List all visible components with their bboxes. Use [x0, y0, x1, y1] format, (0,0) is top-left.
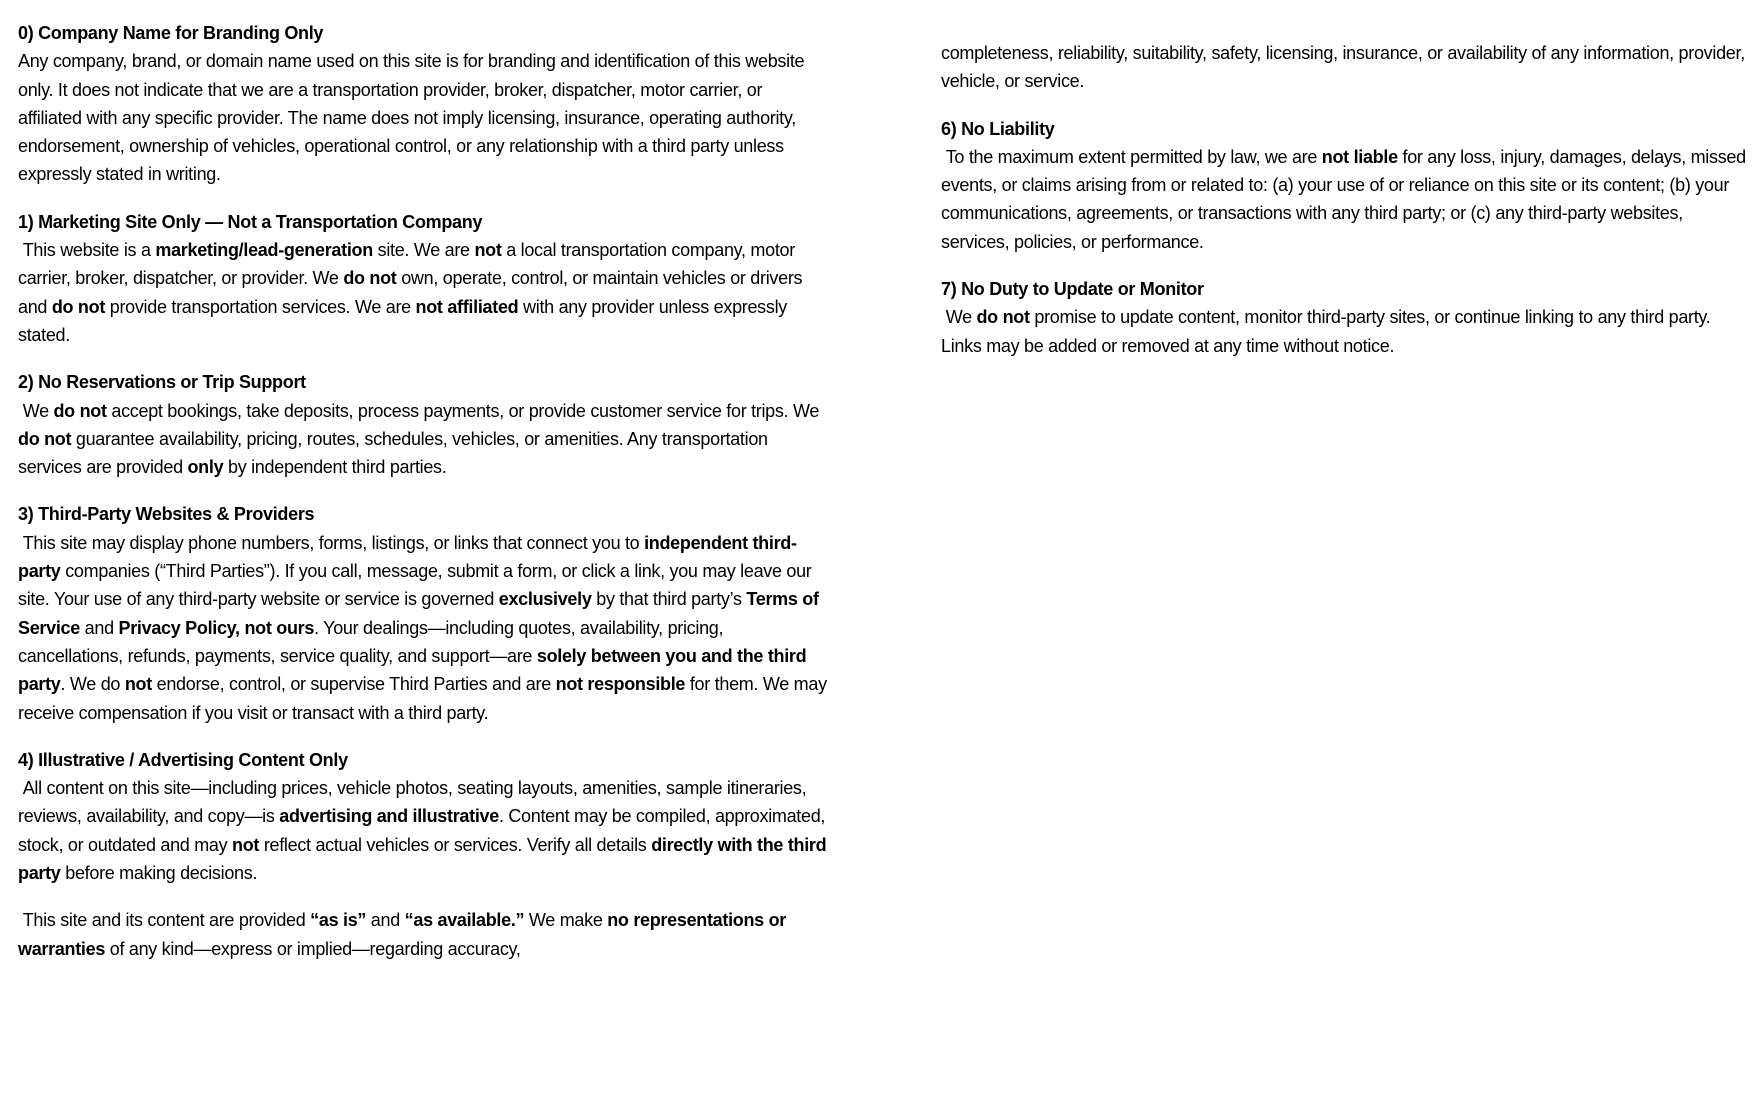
section-body-third-party-websites: This site may display phone numbers, forms, listings, or links that connect you to independent third-party companies (“Third Parties”). If you call, message, submit a form, or click a link, you may leave our site. Your use of any third-party website or service is governed exclusively by that third party’s Terms of Service and Privacy Policy, not ours. Your dealings—including quotes, availability, pricing, cancellations, refunds, payments, service quality, and support—are solely between you and the third party. We do not endorse, control, or supervise Third Parties and are not responsible for them. We may receive compensation if you visit or transact with a third party. [18, 532, 832, 723]
section-body-company-name-branding: Any company, brand, or domain name used on this site is for branding and identification of this website only. It does not indicate that we are a transportation provider, broker, dispatcher, motor carrier, or affiliated with any specific provider. The name does not imply licensing, insurance, operating authority, endorsement, ownership of vehicles, operational control, or any relationship with a third party unless expressly stated in writing. [18, 51, 809, 185]
bold-text: independent third-party [18, 532, 797, 582]
section-heading-no-liability: 6) No Liability [941, 118, 1055, 139]
bold-text: do not [343, 268, 397, 289]
bold-text: exclusively [498, 589, 592, 610]
section-body-no-warranties-continuation: completeness, reliability, suitability, safety, licensing, insurance, or availability of any information, provider, vehicle, or service. [941, 43, 1750, 92]
bold-text: do not [18, 428, 72, 449]
section-company-name-branding [18, 19, 830, 189]
section-body-illustrative-content: All content on this site—including prices, vehicle photos, seating layouts, amenities, sample itineraries, reviews, availability, and copy—is advertising and illustrative. Content may be compiled, approximated, stock, or outdated and may not reflect actual vehicles or services. Verify all details directly with the third party before making decisions. [18, 778, 832, 884]
bold-text: do not [53, 400, 107, 421]
section-heading-marketing-site-only: 1) Marketing Site Only — Not a Transportation Company [18, 211, 483, 232]
section-no-reservations [18, 368, 830, 481]
section-illustrative-content [18, 746, 830, 887]
bold-text: directly with the third party [18, 834, 832, 884]
section-no-warranties-continuation [941, 39, 1752, 96]
section-body-no-liability: To the maximum extent permitted by law, we are not liable for any loss, injury, damages, delays, missed events, or claims arising from or related to: (a) your use of or reliance on this site or its content; (b) your communications, agreements, or transactions with any third party; or (c) any third-party websites, services, policies, or performance. [941, 146, 1751, 252]
section-heading-illustrative-content: 4) Illustrative / Advertising Content Only [18, 749, 348, 770]
bold-text: not liable [1321, 146, 1398, 167]
bold-text: not [474, 240, 502, 261]
left-column [18, 19, 830, 963]
section-heading-third-party-websites: 3) Third-Party Websites & Providers [18, 504, 315, 525]
section-heading-no-reservations: 2) No Reservations or Trip Support [18, 372, 306, 393]
bold-text: not affiliated [415, 296, 519, 317]
section-third-party-websites [18, 500, 830, 726]
section-no-warranties [18, 906, 830, 963]
bold-text: Privacy Policy, not ours [118, 617, 315, 638]
section-heading-company-name-branding: 0) Company Name for Branding Only [18, 23, 324, 43]
bold-text: “as is” [310, 910, 367, 931]
bold-text: marketing/lead-generation [155, 240, 373, 261]
bold-text: do not [976, 307, 1030, 328]
section-body-marketing-site-only: This website is a marketing/lead-generation site. We are not a local transportation company, motor carrier, broker, dispatcher, or provider. We do not own, operate, control, or maintain vehicles or drivers and do not provide transportation services. We are not affiliated with any provider unless expressly stated. [18, 240, 807, 345]
section-body-no-duty-to-update: We do not promise to update content, monitor third-party sites, or continue linking to any third party. Links may be added or removed at any time without notice. [941, 307, 1716, 356]
right-column [941, 19, 1752, 360]
section-no-duty-to-update [941, 275, 1752, 360]
section-heading-no-duty-to-update: 7) No Duty to Update or Monitor [941, 279, 1204, 300]
section-marketing-site-only [18, 208, 830, 349]
section-body-no-warranties: This site and its content are provided “as is” and “as available.” We make no representations or warranties of any kind—express or implied—regarding accuracy, [18, 910, 791, 959]
bold-text: only [187, 457, 224, 478]
bold-text: not [124, 674, 152, 695]
bold-text: advertising and illustrative [279, 806, 499, 827]
bold-text: not responsible [555, 674, 686, 695]
bold-text: solely between you and the third party [18, 645, 812, 695]
bold-text: Terms of Service [18, 589, 824, 638]
bold-text: not [232, 834, 260, 855]
bold-text: do not [51, 296, 106, 317]
bold-text: no representations or warranties [18, 910, 791, 959]
section-no-liability [941, 115, 1752, 256]
bold-text: “as available.” [404, 910, 525, 931]
section-body-no-reservations: We do not accept bookings, take deposits, process payments, or provide customer service for trips. We do not guarantee availability, pricing, routes, schedules, vehicles, or amenities. Any transportation services are provided only by independent third parties. [18, 400, 824, 478]
